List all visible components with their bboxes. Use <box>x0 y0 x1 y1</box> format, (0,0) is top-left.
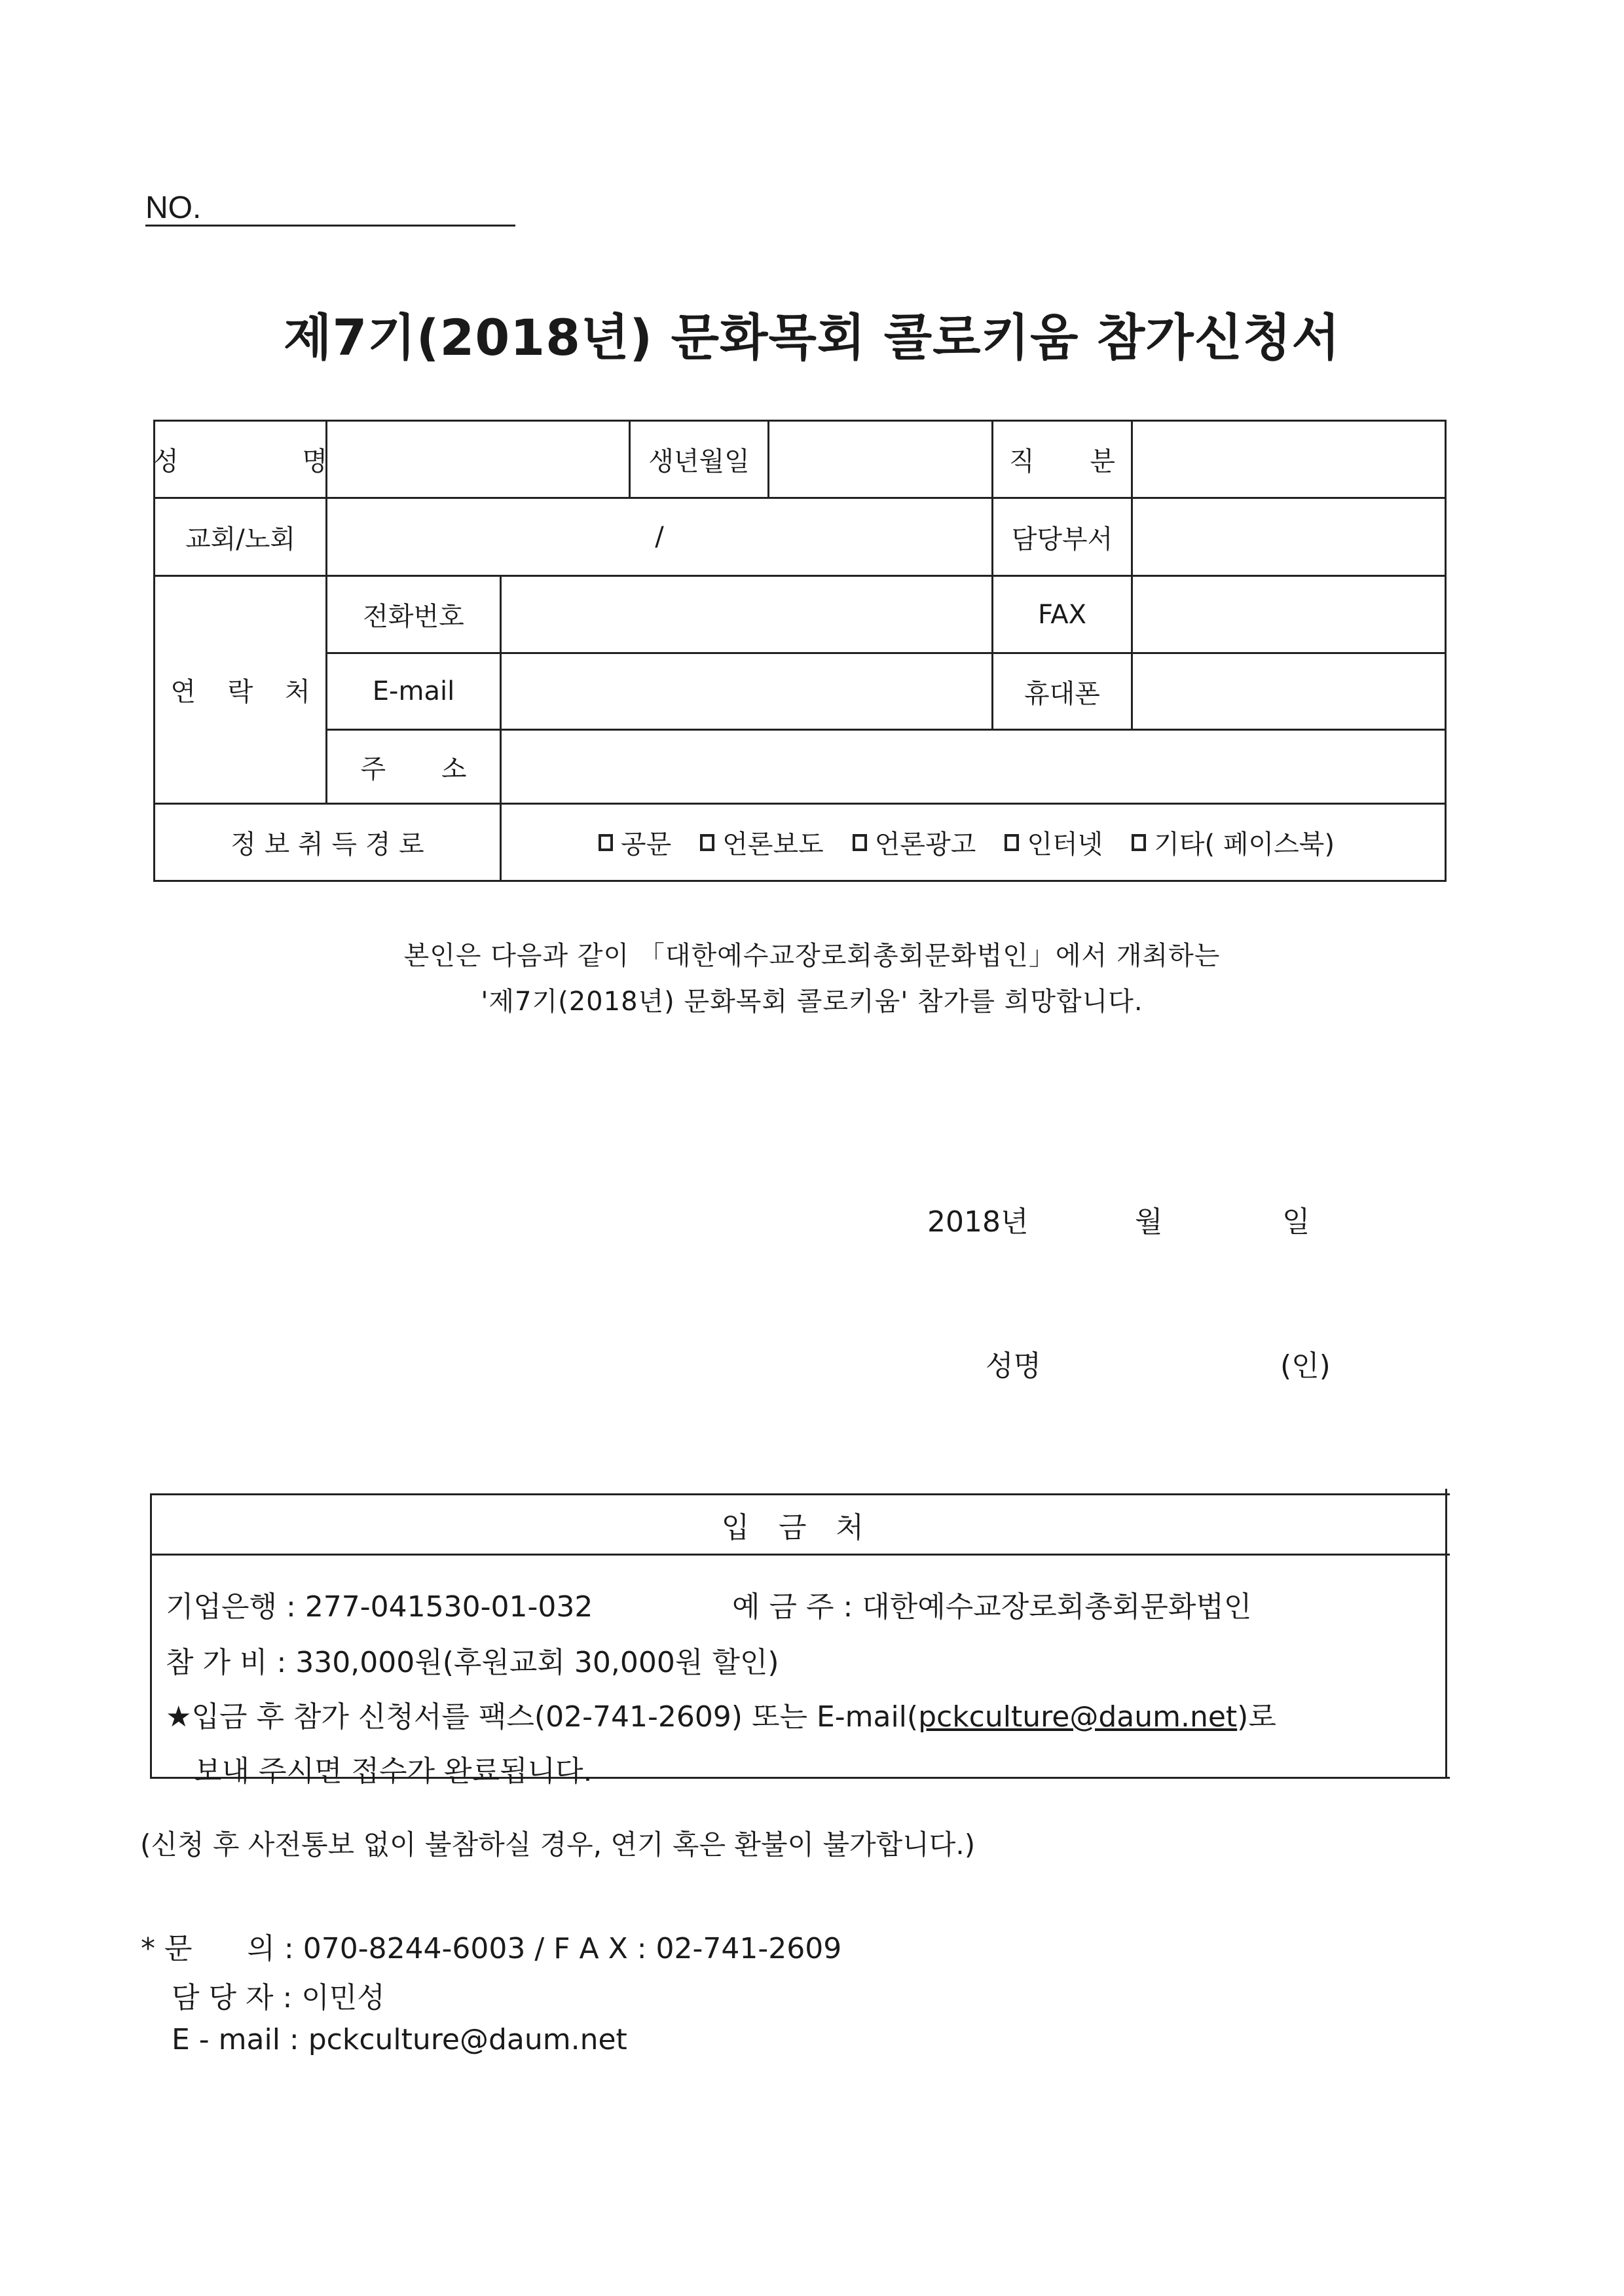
dept-label-cell <box>993 499 1131 575</box>
option-label: 기타( 페이스북) <box>1154 829 1335 860</box>
name-input[interactable] <box>327 422 629 497</box>
manager-info: 담 당 자 : 이민성 <box>172 1981 385 2014</box>
statement-line-1: 본인은 다음과 같이 「대한예수교장로회총회문화법인」에서 개최하는 <box>403 941 1221 971</box>
phone-input[interactable] <box>502 577 991 652</box>
birth-input[interactable] <box>769 422 991 497</box>
church-separator: / <box>655 522 664 552</box>
contact-label-cell <box>155 577 325 803</box>
address-input[interactable] <box>502 731 1445 803</box>
payment-title: 입 금 처 <box>721 1510 874 1544</box>
payment-notice <box>166 1693 1276 1735</box>
email-label-cell <box>327 654 500 729</box>
birth-label: 생년월일 <box>648 446 750 477</box>
number-label: NO. <box>145 191 202 225</box>
mobile-input[interactable] <box>1133 654 1445 729</box>
account-holder: 예 금 주 : 대한예수교장로회총회문화법인 <box>732 1590 1252 1624</box>
signature-year: 2018년 <box>927 1205 1029 1239</box>
statement-line-2: '제7기(2018년) 문화목회 콜로키움' 참가를 희망합니다. <box>481 987 1143 1017</box>
source-option-official[interactable] <box>599 824 671 861</box>
phone-label-cell <box>327 577 500 652</box>
source-option-press[interactable] <box>700 824 824 861</box>
birth-label-cell <box>631 422 767 497</box>
source-label: 정 보 취 득 경 로 <box>231 829 424 860</box>
source-option-internet[interactable] <box>1005 824 1103 861</box>
position-label-cell <box>993 422 1139 497</box>
signature-day: 일 <box>1282 1205 1310 1239</box>
contact-label: 연 락 처 <box>170 677 322 707</box>
email-input[interactable] <box>502 654 991 729</box>
payment-notice-suffix: )로 <box>1237 1700 1276 1734</box>
email-info: E - mail : pckculture@daum.net <box>172 2023 627 2056</box>
disclaimer: (신청 후 사전통보 없이 불참하실 경우, 연기 혹은 환불이 불가합니다.) <box>140 1829 976 1861</box>
inquiry-info: * 문 의 : 070-8244-6003 / F A X : 02-741-2609 <box>141 1932 842 1965</box>
dept-label: 담당부서 <box>1011 524 1113 555</box>
source-label-cell <box>155 805 500 880</box>
name-label-cell <box>153 422 385 497</box>
table-border-right <box>1445 420 1447 882</box>
church-input[interactable] <box>327 499 991 575</box>
option-label: 언론광고 <box>874 829 976 860</box>
dept-input[interactable] <box>1133 499 1445 575</box>
payment-notice-line-2: 보내 주시면 접수가 완료됩니다. <box>194 1755 593 1788</box>
position-input[interactable] <box>1133 422 1445 497</box>
church-label: 교회/노회 <box>185 524 296 555</box>
name-label: 성 명 <box>153 446 385 477</box>
option-label: 공문 <box>620 829 672 860</box>
checkbox-icon[interactable] <box>599 834 613 851</box>
church-label-cell <box>155 499 325 575</box>
address-label-cell <box>327 731 500 803</box>
mobile-label-cell <box>993 654 1131 729</box>
option-label: 언론보도 <box>722 829 824 860</box>
fax-label: FAX <box>1037 599 1087 630</box>
source-option-ad[interactable] <box>853 824 976 861</box>
payment-box-divider <box>150 1554 1450 1556</box>
participation-fee: 참 가 비 : 330,000원(후원교회 30,000원 할인) <box>166 1646 779 1679</box>
payment-notice-prefix: ★입금 후 참가 신청서를 팩스(02-741-2609) 또는 E-mail( <box>166 1700 919 1734</box>
email-label: E-mail <box>372 676 455 706</box>
checkbox-icon[interactable] <box>1005 834 1019 851</box>
address-label: 주 소 <box>360 754 490 784</box>
number-field-line[interactable] <box>145 225 515 227</box>
fax-input[interactable] <box>1133 577 1445 652</box>
signature-name-label: 성명 <box>986 1349 1042 1383</box>
signature-seal-label: (인) <box>1280 1349 1331 1383</box>
position-label: 직 분 <box>1009 446 1139 477</box>
checkbox-icon[interactable] <box>853 834 867 851</box>
fax-label-cell <box>993 577 1131 652</box>
phone-label: 전화번호 <box>363 602 464 632</box>
payment-box-right <box>1445 1489 1447 1779</box>
notice-email-link[interactable]: pckculture@daum.net <box>918 1700 1238 1734</box>
checkbox-icon[interactable] <box>1132 834 1146 851</box>
checkbox-icon[interactable] <box>700 834 714 851</box>
bank-account: 기업은행 : 277-041530-01-032 <box>166 1590 593 1624</box>
option-label: 인터넷 <box>1027 829 1103 860</box>
page-title: 제7기(2018년) 문화목회 콜로키움 참가신청서 <box>284 308 1340 367</box>
source-option-other[interactable] <box>1132 824 1335 861</box>
source-options <box>502 805 1445 880</box>
table-border-bottom <box>153 880 1446 882</box>
signature-month: 월 <box>1135 1205 1163 1239</box>
mobile-label: 휴대폰 <box>1024 678 1100 709</box>
